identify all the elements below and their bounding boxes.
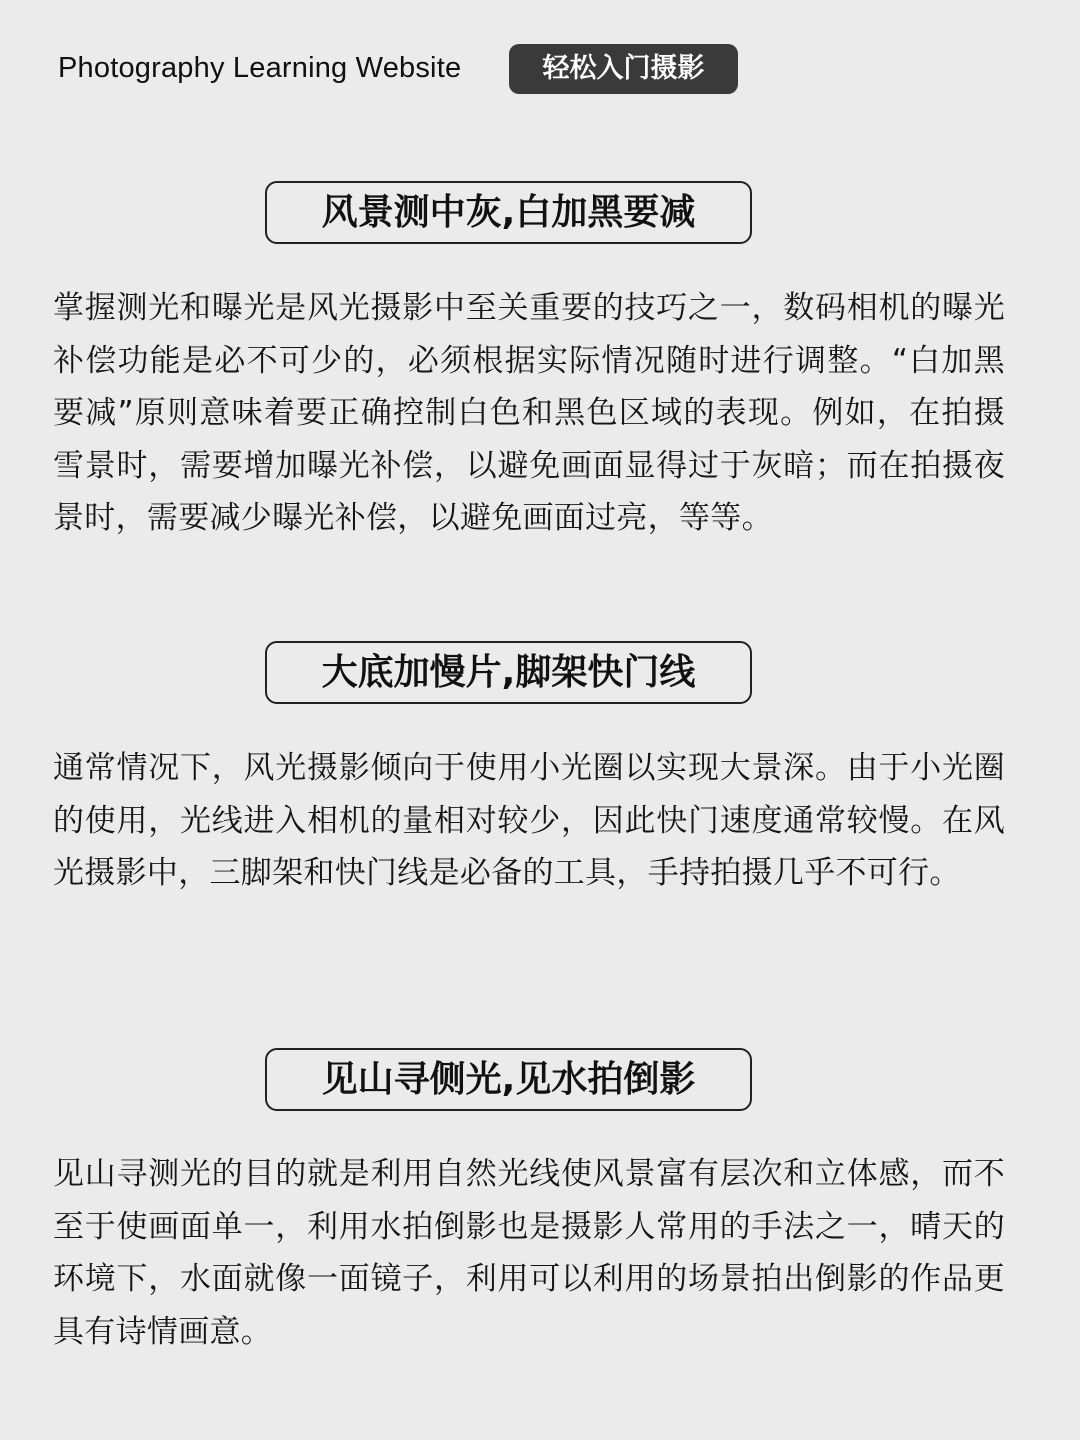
site-name: Photography Learning Website: [58, 52, 462, 84]
section-body-3: 见山寻测光的目的就是利用自然光线使风景富有层次和立体感，而不至于使画面单一，利用水拍倒影也是摄影人常用的手法之一，晴天的环境下，水面就像一面镜子，利用可以利用的场景拍出倒影的作品更具有诗情画意。: [53, 1156, 1005, 1350]
tag-badge: 轻松入门摄影: [509, 44, 738, 94]
section-title-1: 风景测中灰,白加黑要减: [265, 181, 752, 244]
section-title-2: 大底加慢片,脚架快门线: [265, 641, 752, 704]
section-body-2: 通常情况下，风光摄影倾向于使用小光圈以实现大景深。由于小光圈的使用，光线进入相机的量相对较少，因此快门速度通常较慢。在风光摄影中，三脚架和快门线是必备的工具，手持拍摄几乎不可行。: [53, 750, 1005, 891]
page-header: [58, 44, 1022, 96]
section-body-1: 掌握测光和曝光是风光摄影中至关重要的技巧之一，数码相机的曝光补偿功能是必不可少的，必须根据实际情况随时进行调整。“白加黑要减”原则意味着要正确控制白色和黑色区域的表现。例如，在拍摄雪景时，需要增加曝光补偿，以避免画面显得过于灰暗；而在拍摄夜景时，需要减少曝光补偿，以避免画面过亮，等等。: [53, 290, 1005, 536]
section-title-3: 见山寻侧光,见水拍倒影: [265, 1048, 752, 1111]
